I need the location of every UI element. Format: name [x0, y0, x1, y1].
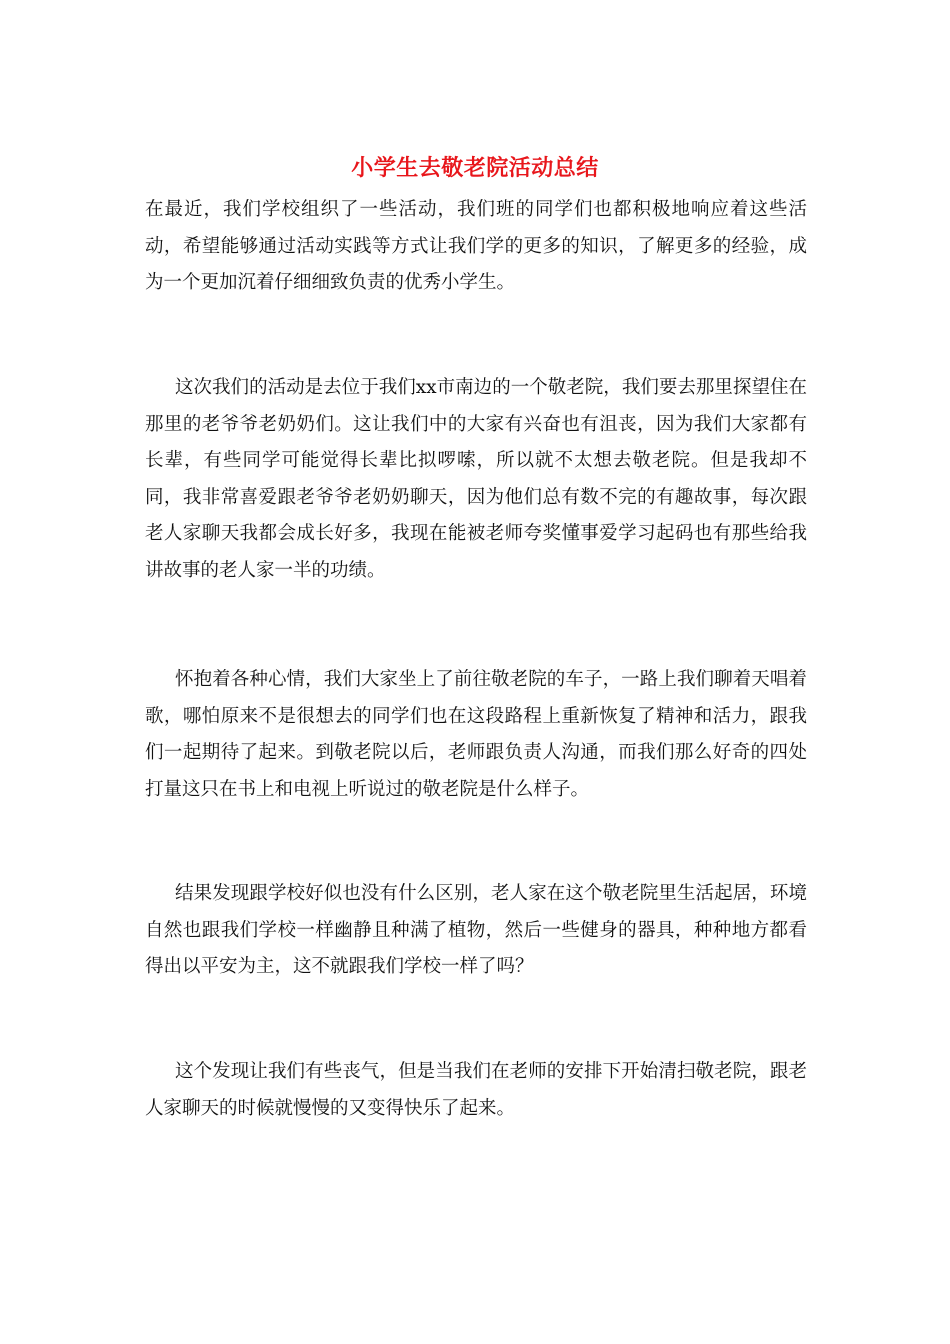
- paragraph-discovery: 结果发现跟学校好似也没有什么区别，老人家在这个敬老院里生活起居，环境自然也跟我们学校一样幽静且种满了植物，然后一些健身的器具，种种地方都看得出以平安为主，这不就跟我们学校一样了吗？: [145, 883, 807, 977]
- paragraph-journey: 怀抱着各种心情，我们大家坐上了前往敬老院的车子，一路上我们聊着天唱着歌，哪怕原来不是很想去的同学们也在这段路程上重新恢复了精神和活力，跟我们一起期待了起来。到敬老院以后，老师跟负责人沟通，而我们那么好奇的四处打量这只在书上和电视上听说过的敬老院是什么样子。: [145, 669, 807, 800]
- paragraph-conclusion: 这个发现让我们有些丧气，但是当我们在老师的安排下开始清扫敬老院，跟老人家聊天的时候就慢慢的又变得快乐了起来。: [145, 1061, 807, 1119]
- document-title: 小学生去敬老院活动总结: [351, 155, 599, 181]
- paragraph-intro: 在最近，我们学校组织了一些活动，我们班的同学们也都积极地响应着这些活动，希望能够通过活动实践等方式让我们学的更多的知识，了解更多的经验，成为一个更加沉着仔细细致负责的优秀小学生。: [145, 199, 807, 293]
- paragraph-visit-plan: 这次我们的活动是去位于我们xx市南边的一个敬老院，我们要去那里探望住在那里的老爷爷老奶奶们。这让我们中的大家有兴奋也有沮丧，因为我们大家都有长辈，有些同学可能觉得长辈比拟啰嗦，所以就不太想去敬老院。但是我却不同，我非常喜爱跟老爷爷老奶奶聊天，因为他们总有数不完的有趣故事，每次跟老人家聊天我都会成长好多，我现在能被老师夸奖懂事爱学习起码也有那些给我讲故事的老人家一半的功绩。: [145, 377, 807, 581]
